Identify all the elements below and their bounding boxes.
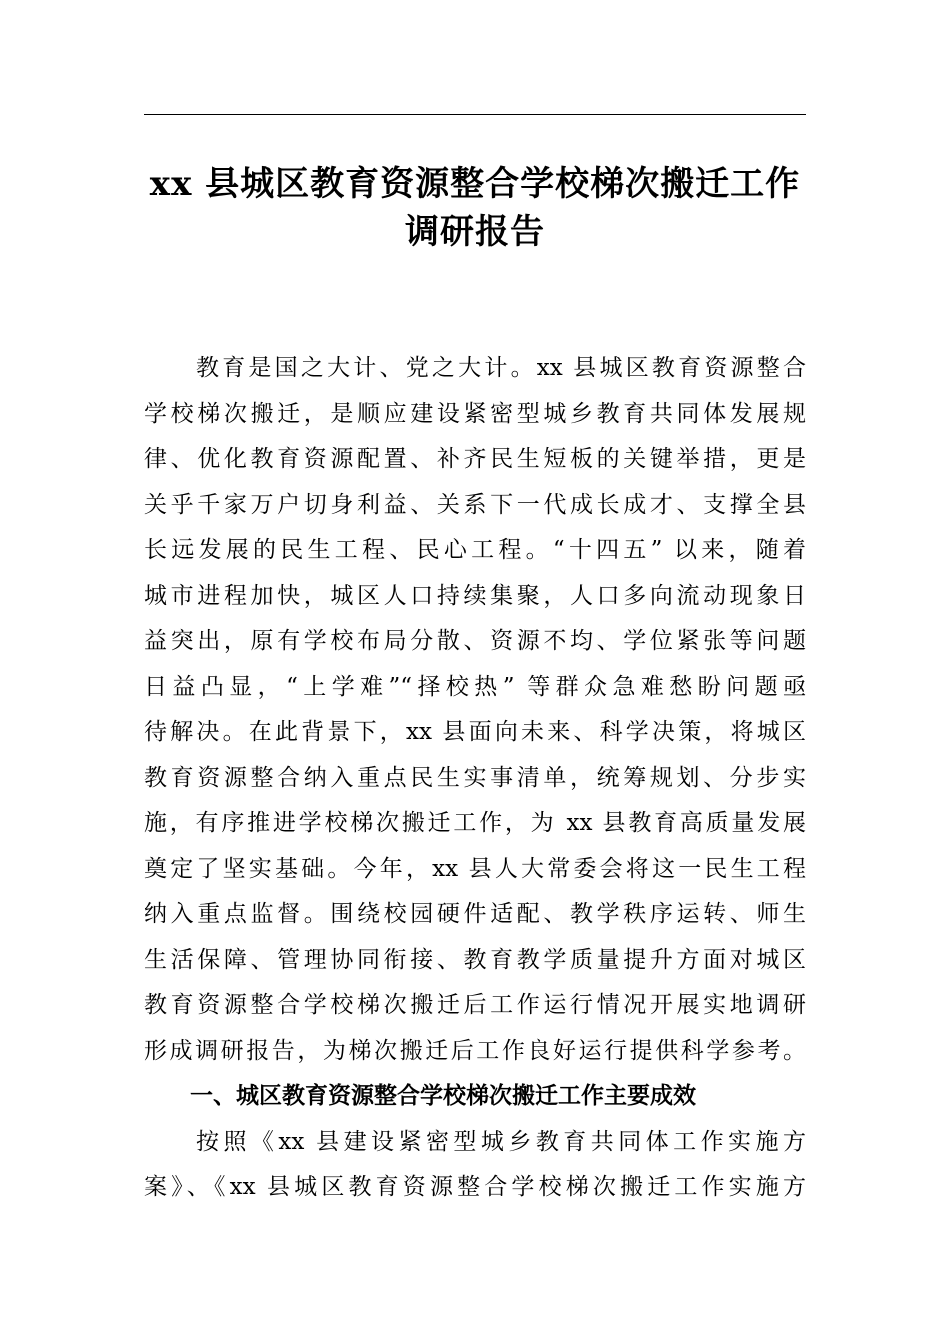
document-title [144, 160, 806, 256]
paragraph-line: 日益凸显，“上学难”“择校热” 等群众急难愁盼问题亟 [144, 673, 806, 700]
title-line-1: xx 县城区教育资源整合学校梯次搬迁工作 [149, 164, 801, 204]
paragraph-line: 城市进程加快，城区人口持续集聚，人口多向流动现象日 [144, 582, 806, 609]
paragraph-line: 生活保障、管理协同衔接、教育教学质量提升方面对城区 [144, 946, 806, 973]
paragraph-line: 关乎千家万户切身利益、关系下一代成长成才、支撑全县 [144, 491, 806, 518]
paragraph-line: 律、优化教育资源配置、补齐民生短板的关键举措，更是 [144, 446, 806, 472]
paragraph-line: 按照《xx 县建设紧密型城乡教育共同体工作实施方 [196, 1128, 806, 1155]
paragraph-line: 教育资源整合学校梯次搬迁后工作运行情况开展实地调研 [144, 992, 806, 1018]
paragraph-line: 案》、《xx 县城区教育资源整合学校梯次搬迁工作实施方 [144, 1174, 806, 1200]
document-body [144, 346, 806, 1211]
section-heading: 一、城区教育资源整合学校梯次搬迁工作主要成效 [190, 1083, 696, 1109]
paragraph-line: 学校梯次搬迁，是顺应建设紧密型城乡教育共同体发展规 [144, 400, 806, 427]
paragraph-line: 教育是国之大计、党之大计。xx 县城区教育资源整合 [196, 355, 806, 381]
paragraph-line: 奠定了坚实基础。今年，xx 县人大常委会将这一民生工程 [144, 855, 806, 882]
paragraph-line: 长远发展的民生工程、民心工程。“十四五” 以来，随着 [144, 537, 806, 563]
paragraph-line: 施，有序推进学校梯次搬迁工作，为 xx 县教育高质量发展 [144, 810, 806, 836]
paragraph-line: 形成调研报告，为梯次搬迁后工作良好运行提供科学参考。 [144, 1037, 806, 1064]
paragraph-line: 纳入重点监督。围绕校园硬件适配、教学秩序运转、师生 [144, 901, 806, 927]
paragraph-line: 待解决。在此背景下，xx 县面向未来、科学决策，将城区 [144, 719, 806, 745]
paragraph-line: 教育资源整合纳入重点民生实事清单，统筹规划、分步实 [144, 764, 806, 791]
title-line-2: 调研报告 [405, 212, 545, 252]
paragraph-line: 益突出，原有学校布局分散、资源不均、学位紧张等问题 [144, 628, 806, 654]
header-rule [144, 114, 806, 115]
